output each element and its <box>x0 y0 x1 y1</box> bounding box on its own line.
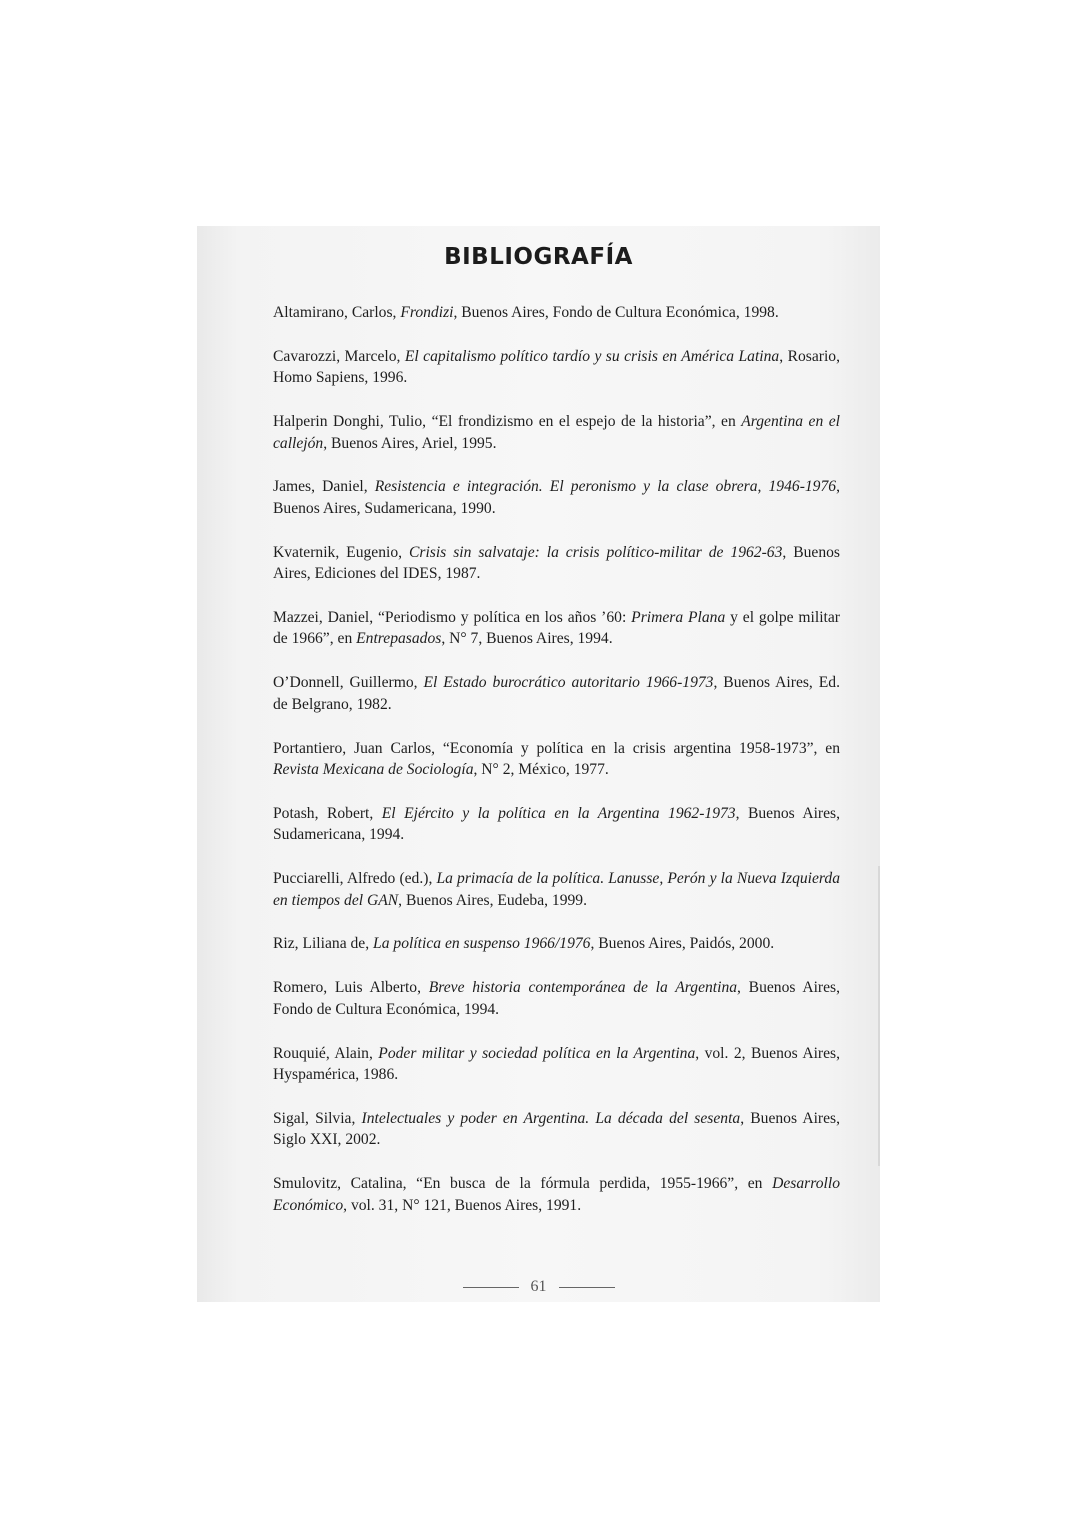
bibliography-entry <box>273 738 840 781</box>
entry-text: Halperin Donghi, Tulio, “El frondizismo en el espejo de la historia”, en <box>273 413 742 431</box>
footer-rule-right <box>559 1287 615 1288</box>
page-number: 61 <box>530 1278 547 1295</box>
entry-text: , Buenos Aires, Eudeba, 1999. <box>398 891 588 909</box>
bibliography-entry <box>273 411 840 454</box>
entry-title: Frondizi <box>400 304 454 321</box>
bibliography-list <box>273 302 840 1238</box>
entry-text: , Buenos Aires, Ariel, 1995. <box>323 434 497 452</box>
entry-text: Rouquié, Alain, <box>273 1044 379 1062</box>
entry-title: La política en suspenso 1966/1976 <box>373 935 591 953</box>
entry-text: Potash, Robert, <box>273 804 382 822</box>
entry-text: Romero, Luis Alberto, <box>273 979 429 997</box>
entry-text: , Buenos Aires, Sudamericana, 1990. <box>273 478 840 517</box>
bibliography-entry <box>273 1108 840 1151</box>
entry-title: Crisis sin salvataje: la crisis político-militar de 1962-63 <box>408 543 783 561</box>
entry-text: Riz, Liliana de, <box>273 935 374 953</box>
entry-text: , Buenos Aires, Ediciones del IDES, 1987. <box>273 543 841 583</box>
bibliography-entry <box>273 868 840 911</box>
entry-title: El Estado burocrático autoritario 1966-1973 <box>423 674 714 692</box>
entry-title: Desarrollo Económico <box>273 1175 840 1214</box>
entry-title: El capitalismo político tardío y su crisis en América Latina <box>404 347 780 365</box>
bibliography-entry <box>273 1043 840 1086</box>
bibliography-entry <box>273 977 840 1020</box>
entry-title: Resistencia e integración. El peronismo y la clase obrera, 1946-1976 <box>374 478 837 496</box>
entry-text: Mazzei, Daniel, “Periodismo y política en los años ’60: <box>273 608 632 626</box>
entry-title: Revista Mexicana de Sociología <box>273 761 474 779</box>
entry-text: O’Donnell, Guillermo, <box>273 674 424 692</box>
entry-text: , Buenos Aires, Sudamericana, 1994. <box>273 804 841 844</box>
bibliography-entry <box>273 933 840 955</box>
entry-text: Kvaternik, Eugenio, <box>273 543 409 561</box>
entry-title: El Ejército y la política en la Argentina 1962-1973 <box>381 804 736 822</box>
entry-text: Smulovitz, Catalina, “En busca de la fórmula perdida, 1955-1966”, en <box>273 1175 773 1193</box>
entry-title: Entrepasados <box>356 630 442 648</box>
entry-text: , Rosario, Homo Sapiens, 1996. <box>273 347 840 387</box>
footer-rule-left <box>463 1287 519 1288</box>
scanned-page <box>197 226 880 1302</box>
page-title: BIBLIOGRAFÍA <box>444 244 633 270</box>
entry-text: , N° 7, Buenos Aires, 1994. <box>441 630 613 648</box>
entry-text: , vol. 31, N° 121, Buenos Aires, 1991. <box>343 1196 582 1214</box>
page-footer <box>197 1278 880 1296</box>
entry-text: Pucciarelli, Alfredo (ed.), <box>273 870 437 888</box>
entry-title: Primera Plana <box>631 608 726 626</box>
bibliography-entry <box>273 542 840 585</box>
entry-text: , vol. 2, Buenos Aires, Hyspamérica, 1986. <box>273 1044 840 1084</box>
bibliography-entry <box>273 607 840 650</box>
bibliography-entry <box>273 302 840 324</box>
entry-text: , Buenos Aires, Ed. de Belgrano, 1982. <box>273 674 840 713</box>
bibliography-entry <box>273 1173 840 1216</box>
entry-title: Breve historia contemporánea de la Argentina <box>428 979 738 997</box>
entry-title: Argentina en el callejón <box>273 413 840 452</box>
bibliography-entry <box>273 476 840 519</box>
entry-text: Sigal, Silvia, <box>273 1109 362 1127</box>
entry-title: Poder militar y sociedad política en la Argentina <box>378 1044 696 1062</box>
entry-text: , N° 2, México, 1977. <box>473 761 609 779</box>
entry-text: Cavarozzi, Marcelo, <box>273 347 405 365</box>
entry-text: Altamirano, Carlos, <box>273 304 401 321</box>
entry-text: , Buenos Aires, Fondo de Cultura Económica, 1998. <box>453 304 779 321</box>
entry-text: , Buenos Aires, Fondo de Cultura Económica, 1994. <box>273 979 841 1018</box>
bibliography-entry <box>273 803 840 846</box>
entry-text: Portantiero, Juan Carlos, “Economía y política en la crisis argentina 1958-1973”, en <box>273 739 840 757</box>
bibliography-entry <box>273 346 840 389</box>
entry-text: , Buenos Aires, Siglo XXI, 2002. <box>273 1109 840 1149</box>
entry-title: La primacía de la política. Lanusse, Perón y la Nueva Izquierda en tiempos del GAN <box>273 870 841 909</box>
entry-text: James, Daniel, <box>273 478 375 496</box>
entry-title: Intelectuales y poder en Argentina. La década del sesenta <box>361 1109 741 1127</box>
entry-text: y el golpe militar de 1966”, en <box>273 608 840 648</box>
entry-text: , Buenos Aires, Paidós, 2000. <box>590 935 775 953</box>
bibliography-entry <box>273 672 840 715</box>
